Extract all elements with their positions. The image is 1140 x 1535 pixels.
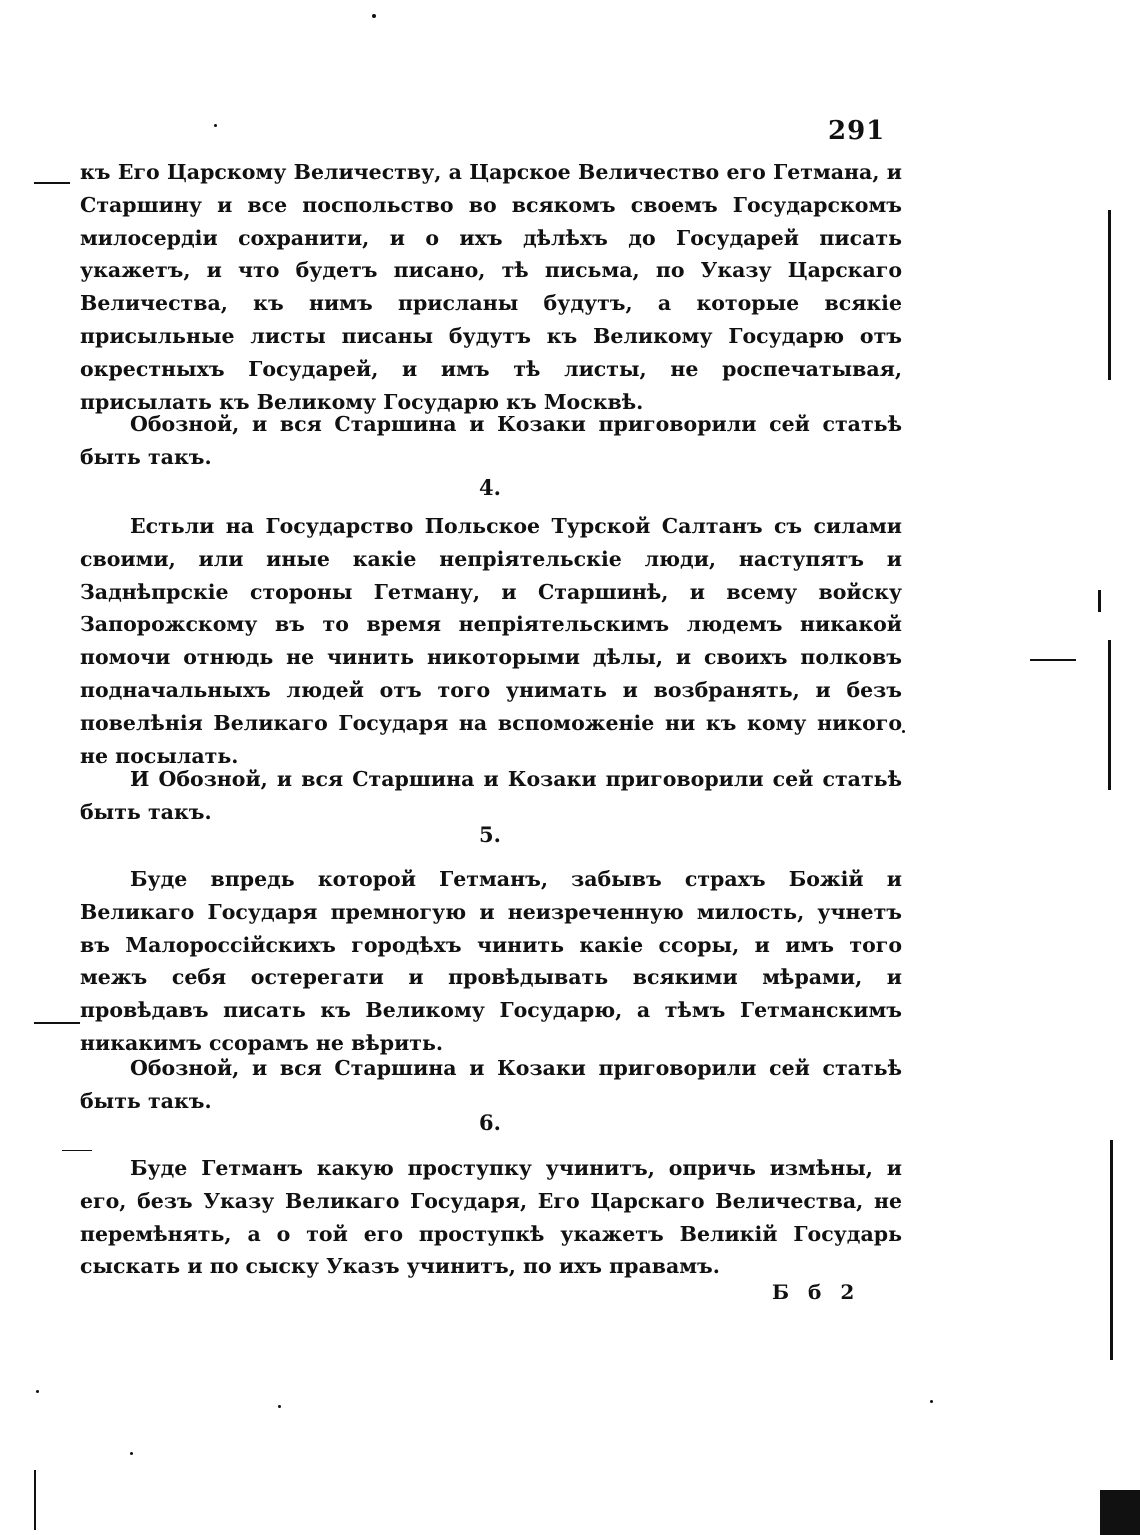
- paragraph-resolution-3: Обозной, и вся Старшина и Козаки приговорили сей статьѣ быть такъ.: [80, 1056, 902, 1113]
- speck-left-bottom-1: [36, 1390, 39, 1393]
- margin-dash-mid-left: [34, 1022, 80, 1024]
- speck-left-bottom-2: [278, 1405, 281, 1408]
- edge-shadow-bottom-right: [1100, 1490, 1140, 1535]
- paragraph-article-6: Буде Гетманъ какую проступку учинитъ, опричь измѣны, и его, безъ Указу Великаго Государя, Его Царскаго Величества, не перемѣнять, а о той его проступкѣ укажетъ Великій Государь сыскать и по сыску Указъ учинитъ, по ихъ правамъ.: [80, 1156, 902, 1279]
- margin-dash-right: [1030, 659, 1076, 661]
- speck-top: [372, 14, 376, 18]
- section-number-6: 6.: [479, 1110, 501, 1135]
- paragraph-article-5: Буде впредь которой Гетманъ, забывъ страхъ Божій и Великаго Государя премногую и неизреченную милость, учнетъ въ Малороссійскихъ городѣхъ чинить какіе ссоры, и имъ того межъ себя остерегати и провѣдывать всякими мѣрами, и провѣдавъ писать къ Великому Государю, а тѣмъ Гетманскимъ никакимъ ссорамъ не вѣрить.: [80, 867, 902, 1055]
- section-number-5: 5.: [479, 822, 501, 847]
- paragraph-article-4: Естьли на Государство Польское Турской Салтанъ съ силами своими, или иные какіе непріятельскіе люди, наступятъ и Заднѣпрскіе стороны Гетману, и Старшинѣ, и всему войску Запорожскому въ то время непріятельскимъ людемъ никакой помочи отнюдь не чинить никоторыми дѣлы, и своихъ полковъ подначальныхъ людей отъ того унимать и возбранять, и безъ повелѣнія Великаго Государя на вспоможеніе ни къ кому никого не посылать.: [80, 514, 902, 768]
- section-number-4: 4.: [479, 475, 501, 500]
- page-number: 291: [828, 116, 886, 146]
- edge-line-left-bottom: [34, 1470, 36, 1530]
- edge-tick-right: [1098, 590, 1101, 612]
- margin-dash-lower-left: [62, 1150, 92, 1151]
- paragraph-resolution-2: И Обозной, и вся Старшина и Козаки приговорили сей статьѣ быть такъ.: [80, 767, 902, 824]
- paragraph-resolution-1: Обозной, и вся Старшина и Козаки приговорили сей статьѣ быть такъ.: [80, 412, 902, 469]
- speck-upper: [214, 124, 217, 127]
- edge-line-right-2: [1108, 640, 1111, 790]
- speck-right-mid: [902, 730, 905, 733]
- margin-dash-top-left: [34, 182, 70, 184]
- speck-right-bottom: [930, 1400, 933, 1403]
- speck-left-bottom-3: [130, 1452, 133, 1455]
- edge-line-right-3: [1110, 1140, 1113, 1360]
- signature-mark: Б б 2: [772, 1280, 861, 1304]
- paragraph-continuation: къ Его Царскому Величеству, а Царское Величество его Гетмана, и Старшину и все поспольство во всякомъ своемъ Государскомъ милосердіи сохранити, и о ихъ дѣлѣхъ до Государей писать укажетъ, и что будетъ писано, тѣ письма, по Указу Царскаго Величества, къ нимъ присланы будутъ, а которые всякіе присыльные листы писаны будутъ къ Великому Государю отъ окрестныхъ Государей, и имъ тѣ листы, не роспечатывая, присылать къ Великому Государю къ Москвѣ.: [80, 160, 902, 414]
- edge-line-right-1: [1108, 210, 1111, 380]
